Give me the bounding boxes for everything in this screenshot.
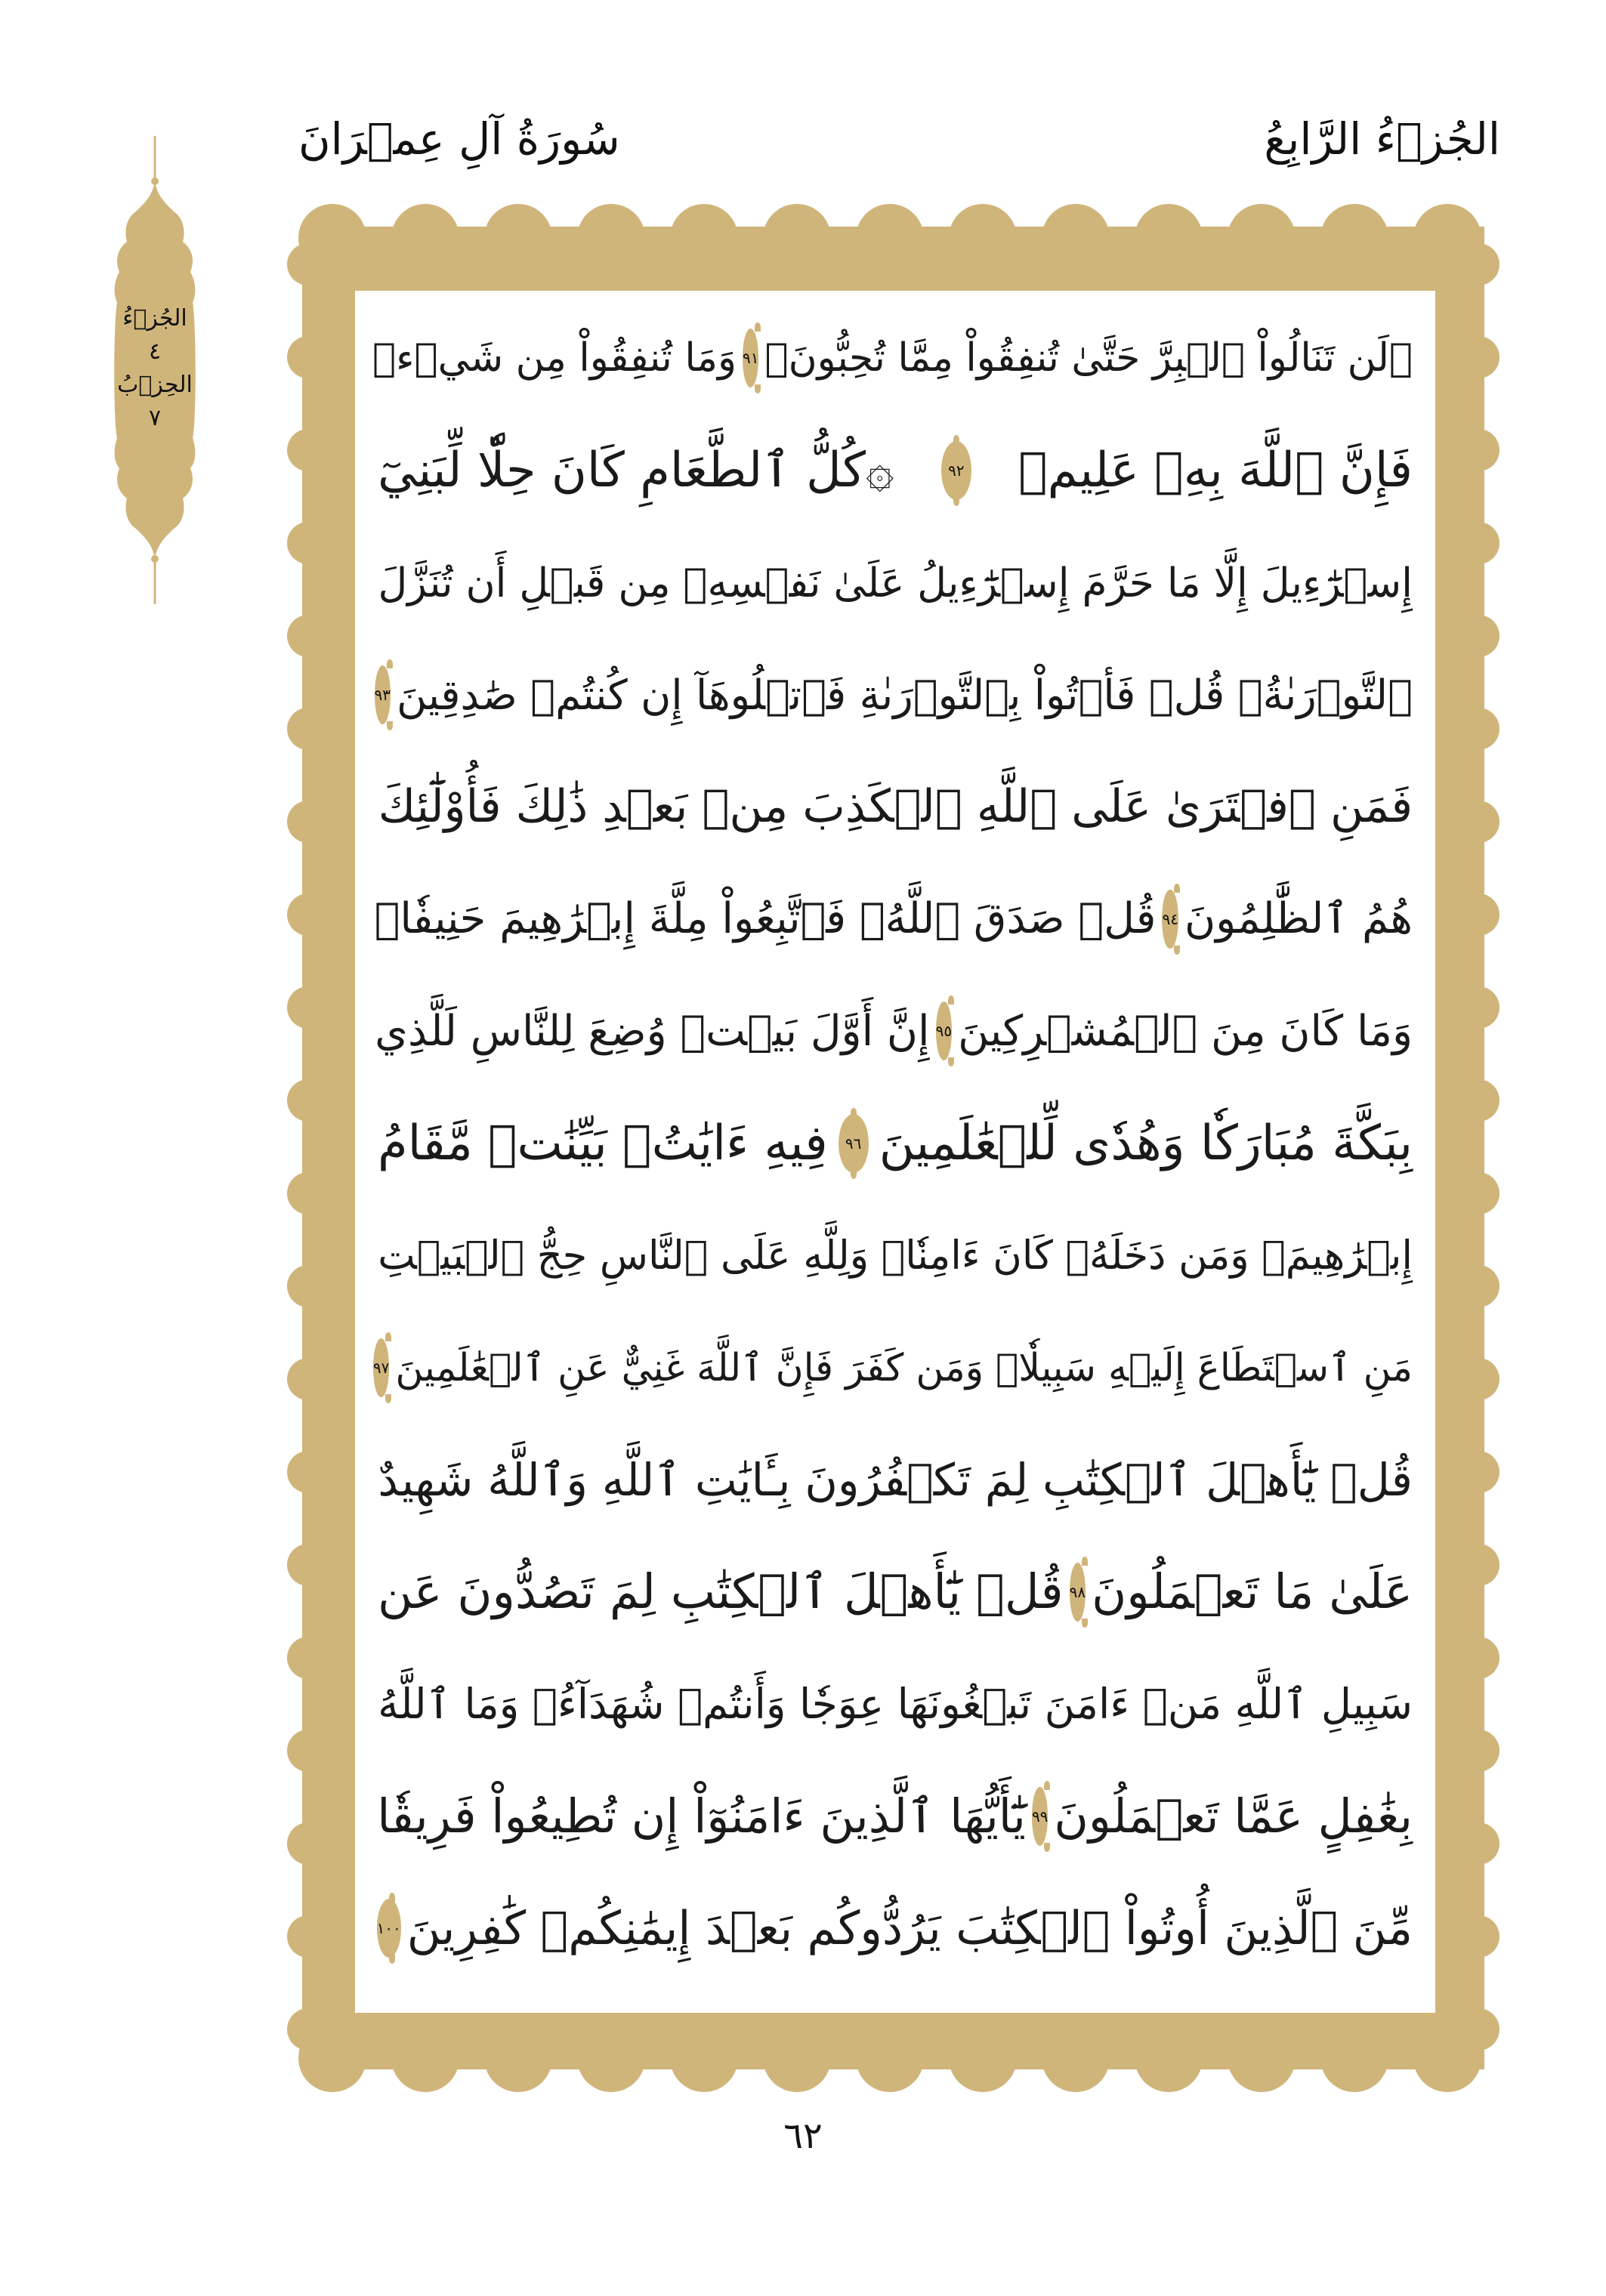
text-line (378, 1088, 1413, 1200)
quran-text-block (372, 302, 1413, 1985)
ayah-number-marker: ٩٦ (839, 1114, 869, 1173)
text-line (378, 526, 1413, 639)
verse-text: قُلۡ يَٰٓأَهۡلَ ٱلۡكِتَٰبِ لِمَ تَكۡفُرُونَ بِـَٔايَٰتِ ٱللَّهِ وَٱللَّهُ شَهِيدٌ (378, 1453, 1413, 1506)
hizb-marker-text (113, 302, 196, 435)
verse-text: هُمُ ٱلظَّٰلِمُونَ (1184, 894, 1413, 944)
verse-text: إِبۡرَٰهِيمَۖ وَمَن دَخَلَهُۥ كَانَ ءَامِنٗاۗ وَلِلَّهِ عَلَى ٱلنَّاسِ حِجُّ ٱلۡبَيۡتِ (378, 1232, 1413, 1279)
ayah-number-marker: ٩٧ (373, 1338, 389, 1397)
verse-text: إِسۡرَٰٓءِيلَ إِلَّا مَا حَرَّمَ إِسۡرَٰٓءِيلُ عَلَىٰ نَفۡسِهِۦ مِن قَبۡلِ أَن تُنَزَّلَ (378, 558, 1413, 606)
juz-name-header: الجُزۡءُ الرَّابِعُ (1264, 113, 1500, 165)
text-line (375, 975, 1413, 1088)
text-line (372, 302, 1413, 415)
page-number: ٦٢ (783, 2115, 823, 2157)
ayah-number-marker: ٩٥ (936, 1001, 952, 1060)
text-line (378, 1199, 1413, 1312)
verse-text: وَمَا تُنفِقُواْ مِن شَيۡءٖ (372, 335, 737, 381)
text-line (378, 1424, 1413, 1536)
verse-text: مَنِ ٱسۡتَطَاعَ إِلَيۡهِ سَبِيلٗاۚ وَمَن كَفَرَ فَإِنَّ ٱللَّهَ غَنِيٌّ عَنِ ٱلۡعَٰلَمِينَ (395, 1345, 1413, 1390)
verse-text: ۞كُلُّ ٱلطَّعَامِ كَانَ حِلّٗا لِّبَنِيٓ (378, 443, 894, 499)
verse-text: مِّنَ ٱلَّذِينَ أُوتُواْ ٱلۡكِتَٰبَ يَرُدُّوكُم بَعۡدَ إِيمَٰنِكُمۡ كَٰفِرِينَ (406, 1901, 1413, 1955)
hizb-number-label: الحِزۡبُ ٧ (117, 372, 193, 431)
text-line (378, 1761, 1413, 1873)
verse-text: يَٰٓأَيُّهَا ٱلَّذِينَ ءَامَنُوٓاْ إِن تُطِيعُواْ فَرِيقٗا (377, 1788, 1026, 1844)
text-line (378, 1872, 1413, 1985)
ayah-number-marker: ٩٩ (1032, 1787, 1048, 1846)
verse-text: ۞لَن تَنَالُواْ ٱلۡبِرَّ حَتَّىٰ تُنفِقُواْ مِمَّا تُحِبُّونَۚ (764, 335, 1413, 381)
verse-text: فَمَنِ ٱفۡتَرَىٰ عَلَى ٱللَّهِ ٱلۡكَذِبَ مِنۢ بَعۡدِ ذَٰلِكَ فَأُوْلَٰٓئِكَ (378, 780, 1413, 834)
ayah-number-marker: ٩١ (743, 329, 758, 387)
text-line (378, 1536, 1413, 1649)
verse-text: قُلۡ يَٰٓأَهۡلَ ٱلۡكِتَٰبِ لِمَ تَصُدُّونَ عَن (377, 1564, 1064, 1620)
text-line (378, 415, 1413, 527)
ayah-number-marker: ٩٣ (375, 665, 391, 724)
text-line (374, 863, 1413, 976)
verse-text: ٱلتَّوۡرَىٰةُۚ قُلۡ فَأۡتُواْ بِٱلتَّوۡرَىٰةِ فَٱتۡلُوهَآ إِن كُنتُمۡ صَٰدِقِينَ (397, 670, 1413, 719)
verse-text: وَمَا كَانَ مِنَ ٱلۡمُشۡرِكِينَ (958, 1006, 1413, 1056)
verse-text: بِغَٰفِلٍ عَمَّا تَعۡمَلُونَ (1054, 1788, 1413, 1844)
juz-number-label: الجُزۡءُ ٤ (122, 305, 187, 365)
ayah-number-marker: ١٠٠ (377, 1899, 401, 1958)
text-line (374, 639, 1413, 751)
text-line (378, 1648, 1413, 1761)
ayah-number-marker: ٩٤ (1162, 890, 1178, 949)
verse-text: إِنَّ أَوَّلَ بَيۡتٖ وُضِعَ لِلنَّاسِ لَلَّذِي (375, 1006, 930, 1056)
verse-text: بِبَكَّةَ مُبَارَكٗا وَهُدٗى لِّلۡعَٰلَمِينَ (879, 1115, 1413, 1171)
text-line (378, 751, 1413, 863)
verse-text: قُلۡ صَدَقَ ٱللَّهُۗ فَٱتَّبِعُواْ مِلَّةَ إِبۡرَٰهِيمَ حَنِيفٗاۖ (374, 894, 1157, 944)
ayah-number-marker: ٩٢ (941, 441, 971, 500)
ayah-number-marker: ٩٨ (1070, 1563, 1086, 1622)
verse-text: سَبِيلِ ٱللَّهِ مَنۡ ءَامَنَ تَبۡغُونَهَا عِوَجٗا وَأَنتُمۡ شُهَدَآءُۗ وَمَا ٱللَّهُ (378, 1680, 1413, 1729)
verse-text: فَإِنَّ ٱللَّهَ بِهِۦ عَلِيمٞ (1018, 442, 1413, 498)
surah-name-header: سُورَةُ آلِ عِمۡرَانَ (298, 113, 620, 165)
verse-text: فِيهِ ءَايَٰتُۢ بَيِّنَٰتٞ مَّقَامُ (378, 1115, 828, 1171)
text-line (372, 1312, 1413, 1424)
verse-text: عَلَىٰ مَا تَعۡمَلُونَ (1092, 1564, 1413, 1620)
